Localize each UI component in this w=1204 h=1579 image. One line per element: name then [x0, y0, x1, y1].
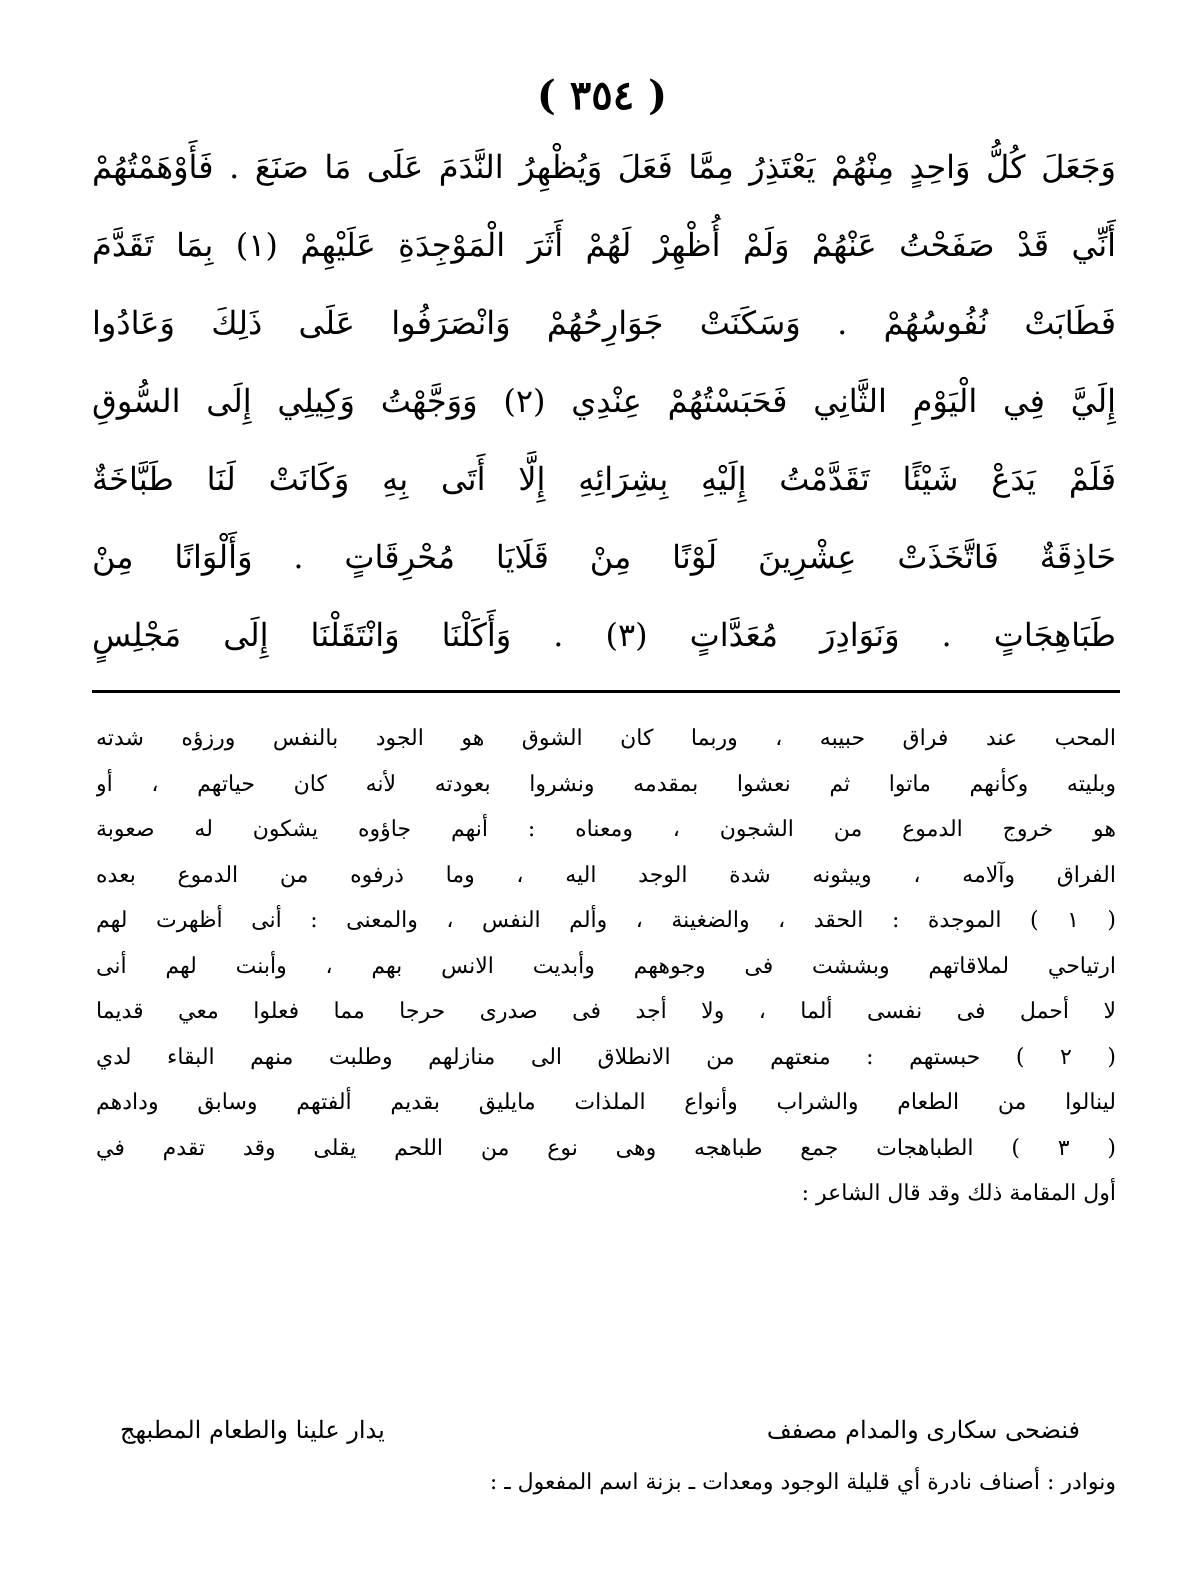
verse-first-hemistich: فنضحى سكارى والمدام مصفف — [766, 1416, 1080, 1444]
footnote-line-final: ونوادر : أصناف نادرة أي قليلة الوجود ومعدات ـ بزنة اسم المفعول ـ : — [489, 1470, 1116, 1495]
verse-second-hemistich: يدار علينا والطعام المطبهج — [120, 1416, 385, 1444]
footnote-line: المحب عند فراق حبيبه ، وربما كان الشوق هو الجود بالنفس ورزؤه شدته — [96, 726, 1116, 751]
main-text-line: فَطَابَتْ نُفُوسُهُمْ . وَسَكَنَتْ جَوَارِحُهُمْ وَانْصَرَفُوا عَلَى ذَلِكَ وَعَادُوا — [92, 304, 1116, 342]
footnote-line: ( ٣ ) الطباهجات جمع طباهجه وهى نوع من اللحم يقلى وقد تقدم في — [96, 1135, 1116, 1161]
main-text-line: أَنِّي قَدْ صَفَحْتُ عَنْهُمْ وَلَمْ أُظْهِرْ لَهُمْ أَثَرَ الْمَوْجِدَةِ عَلَيْهِمْ (١) بِمَا تَقَدَّمَ — [92, 226, 1116, 264]
main-text-line: إِلَيَّ فِي الْيَوْمِ الثَّانِي فَحَبَسْتُهُمْ عِنْدِي (٢) وَوَجَّهْتُ وَكِيلِي إِلَى السُّوقِ — [92, 382, 1116, 420]
main-text-line: وَجَعَلَ كُلُّ وَاحِدٍ مِنْهُمْ يَعْتَذِرُ مِمَّا فَعَلَ وَيُظْهِرُ النَّدَمَ عَلَى مَا صَنَعَ . فَأَوْهَمْتُهُمْ — [92, 148, 1116, 186]
footnote-line: أول المقامة ذلك وقد قال الشاعر : — [801, 1181, 1116, 1206]
main-text-line: طَبَاهِجَاتٍ . وَنَوَادِرَ مُعَدَّاتٍ (٣) . وَأَكَلْنَا وَانْتَقَلْنَا إِلَى مَجْلِسٍ — [92, 616, 1116, 654]
footnotes-block — [96, 716, 1116, 1217]
main-text-line: فَلَمْ يَدَعْ شَيْئًا تَقَدَّمْتُ إِلَيْهِ بِشِرَائِهِ إِلَّا أَتَى بِهِ وَكَانَتْ لَنَا طَبَّاخَةٌ — [92, 460, 1116, 498]
footnote-line: لا أحمل فى نفسى ألما ، ولا أجد فى صدرى حرجا مما فعلوا معي قديما — [96, 999, 1116, 1024]
footnote-line: الفراق وآلامه ، ويبثونه شدة الوجد اليه ، وما ذرفوه من الدموع بعده — [96, 862, 1116, 888]
footnote-divider — [92, 690, 1120, 693]
main-text-line: حَاذِقَةٌ فَاتَّخَذَتْ عِشْرِينَ لَوْنًا مِنْ قَلَايَا مُحْرِقَاتٍ . وَأَلْوَانًا مِنْ — [92, 538, 1116, 576]
footnote-line: ( ١ ) الموجدة : الحقد ، والضغينة ، وألم النفس ، والمعنى : أنى أظهرت لهم — [96, 908, 1116, 933]
footnote-line: لينالوا من الطعام والشراب وأنواع الملذات مايليق بقديم ألفتهم وسابق ودادهم — [96, 1090, 1116, 1115]
footnote-line: ( ٢ ) حبستهم : منعتهم من الانطلاق الى منازلهم وطلبت منهم البقاء لدي — [96, 1044, 1116, 1070]
page-number: ( ٣٥٤ ) — [536, 72, 668, 119]
main-text-block — [92, 128, 1116, 674]
footnote-line: ارتياحي لملاقاتهم وبششت فى وجوههم وأبديت الانس بهم ، وأبنت لهم أنى — [96, 953, 1116, 979]
footnote-line: وبليته وكأنهم ماتوا ثم نعشوا بمقدمه ونشروا بعودته لأنه كان حياتهم ، أو — [96, 771, 1116, 797]
poetry-verse — [120, 1405, 1080, 1455]
footnote-line: هو خروج الدموع من الشجون ، ومعناه : أنهم جاؤوه يشكون له صعوبة — [96, 817, 1116, 842]
